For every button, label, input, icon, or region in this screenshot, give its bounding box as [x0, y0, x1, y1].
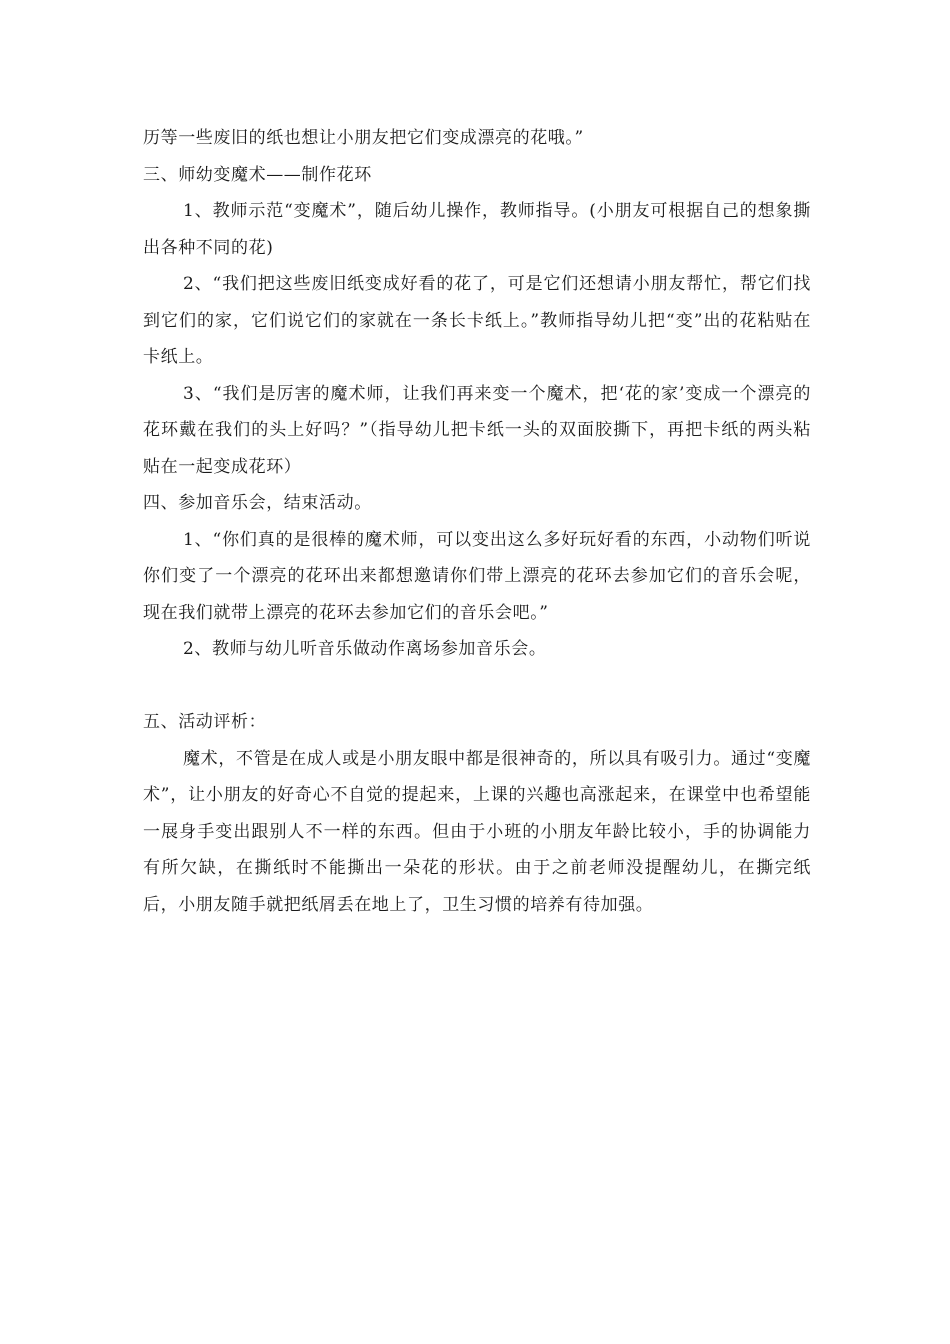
document-body: [143, 120, 811, 923]
blank-line: [143, 668, 811, 705]
paragraph-step-3: 3、“我们是厉害的魔术师，让我们再来变一个魔术，把‘花的家’变成一个漂亮的花环戴在我们的头上好吗？”（指导幼儿把卡纸一头的双面胶撕下，再把卡纸的两头粘贴在一起变成花环）: [143, 383, 811, 477]
paragraph-step-2: 2、“我们把这些废旧纸变成好看的花了，可是它们还想请小朋友帮忙，帮它们找到它们的家，它们说它们的家就在一条长卡纸上。”教师指导幼儿把“变”出的花粘贴在卡纸上。: [143, 274, 811, 367]
paragraph-continuation: 历等一些废旧的纸也想让小朋友把它们变成漂亮的花哦。”: [143, 128, 584, 148]
section-heading-three: 三、师幼变魔术——制作花环: [143, 164, 372, 185]
paragraph-analysis: 魔术，不管是在成人或是小朋友眼中都是很神奇的，所以具有吸引力。通过“变魔术”，让小朋友的好奇心不自觉的提起来，上课的兴趣也高涨起来，在课堂中也希望能一展身手变出跟别人不一样的东西。但由于小班的小朋友年龄比较小，手的协调能力有所欠缺，在撕纸时不能撕出一朵花的形状。由于之前老师没提醒幼儿，在撕完纸后，小朋友随手就把纸屑丢在地上了，卫生习惯的培养有待加强。: [143, 748, 811, 915]
section-heading-five: 五、活动评析：: [143, 712, 267, 732]
paragraph-concert-2: 2、教师与幼儿听音乐做动作离场参加音乐会。: [183, 639, 547, 659]
section-heading-four: 四、参加音乐会，结束活动。: [143, 493, 372, 513]
paragraph-concert-1: 1、“你们真的是很棒的魔术师，可以变出这么多好玩好看的东西，小动物们听说你们变了一个漂亮的花环出来都想邀请你们带上漂亮的花环去参加它们的音乐会呢，现在我们就带上漂亮的花环去参加它们的音乐会吧。”: [143, 529, 811, 623]
paragraph-step-1: 1、教师示范“变魔术”，随后幼儿操作，教师指导。(小朋友可根据自己的想象撕出各种不同的花): [143, 201, 811, 258]
